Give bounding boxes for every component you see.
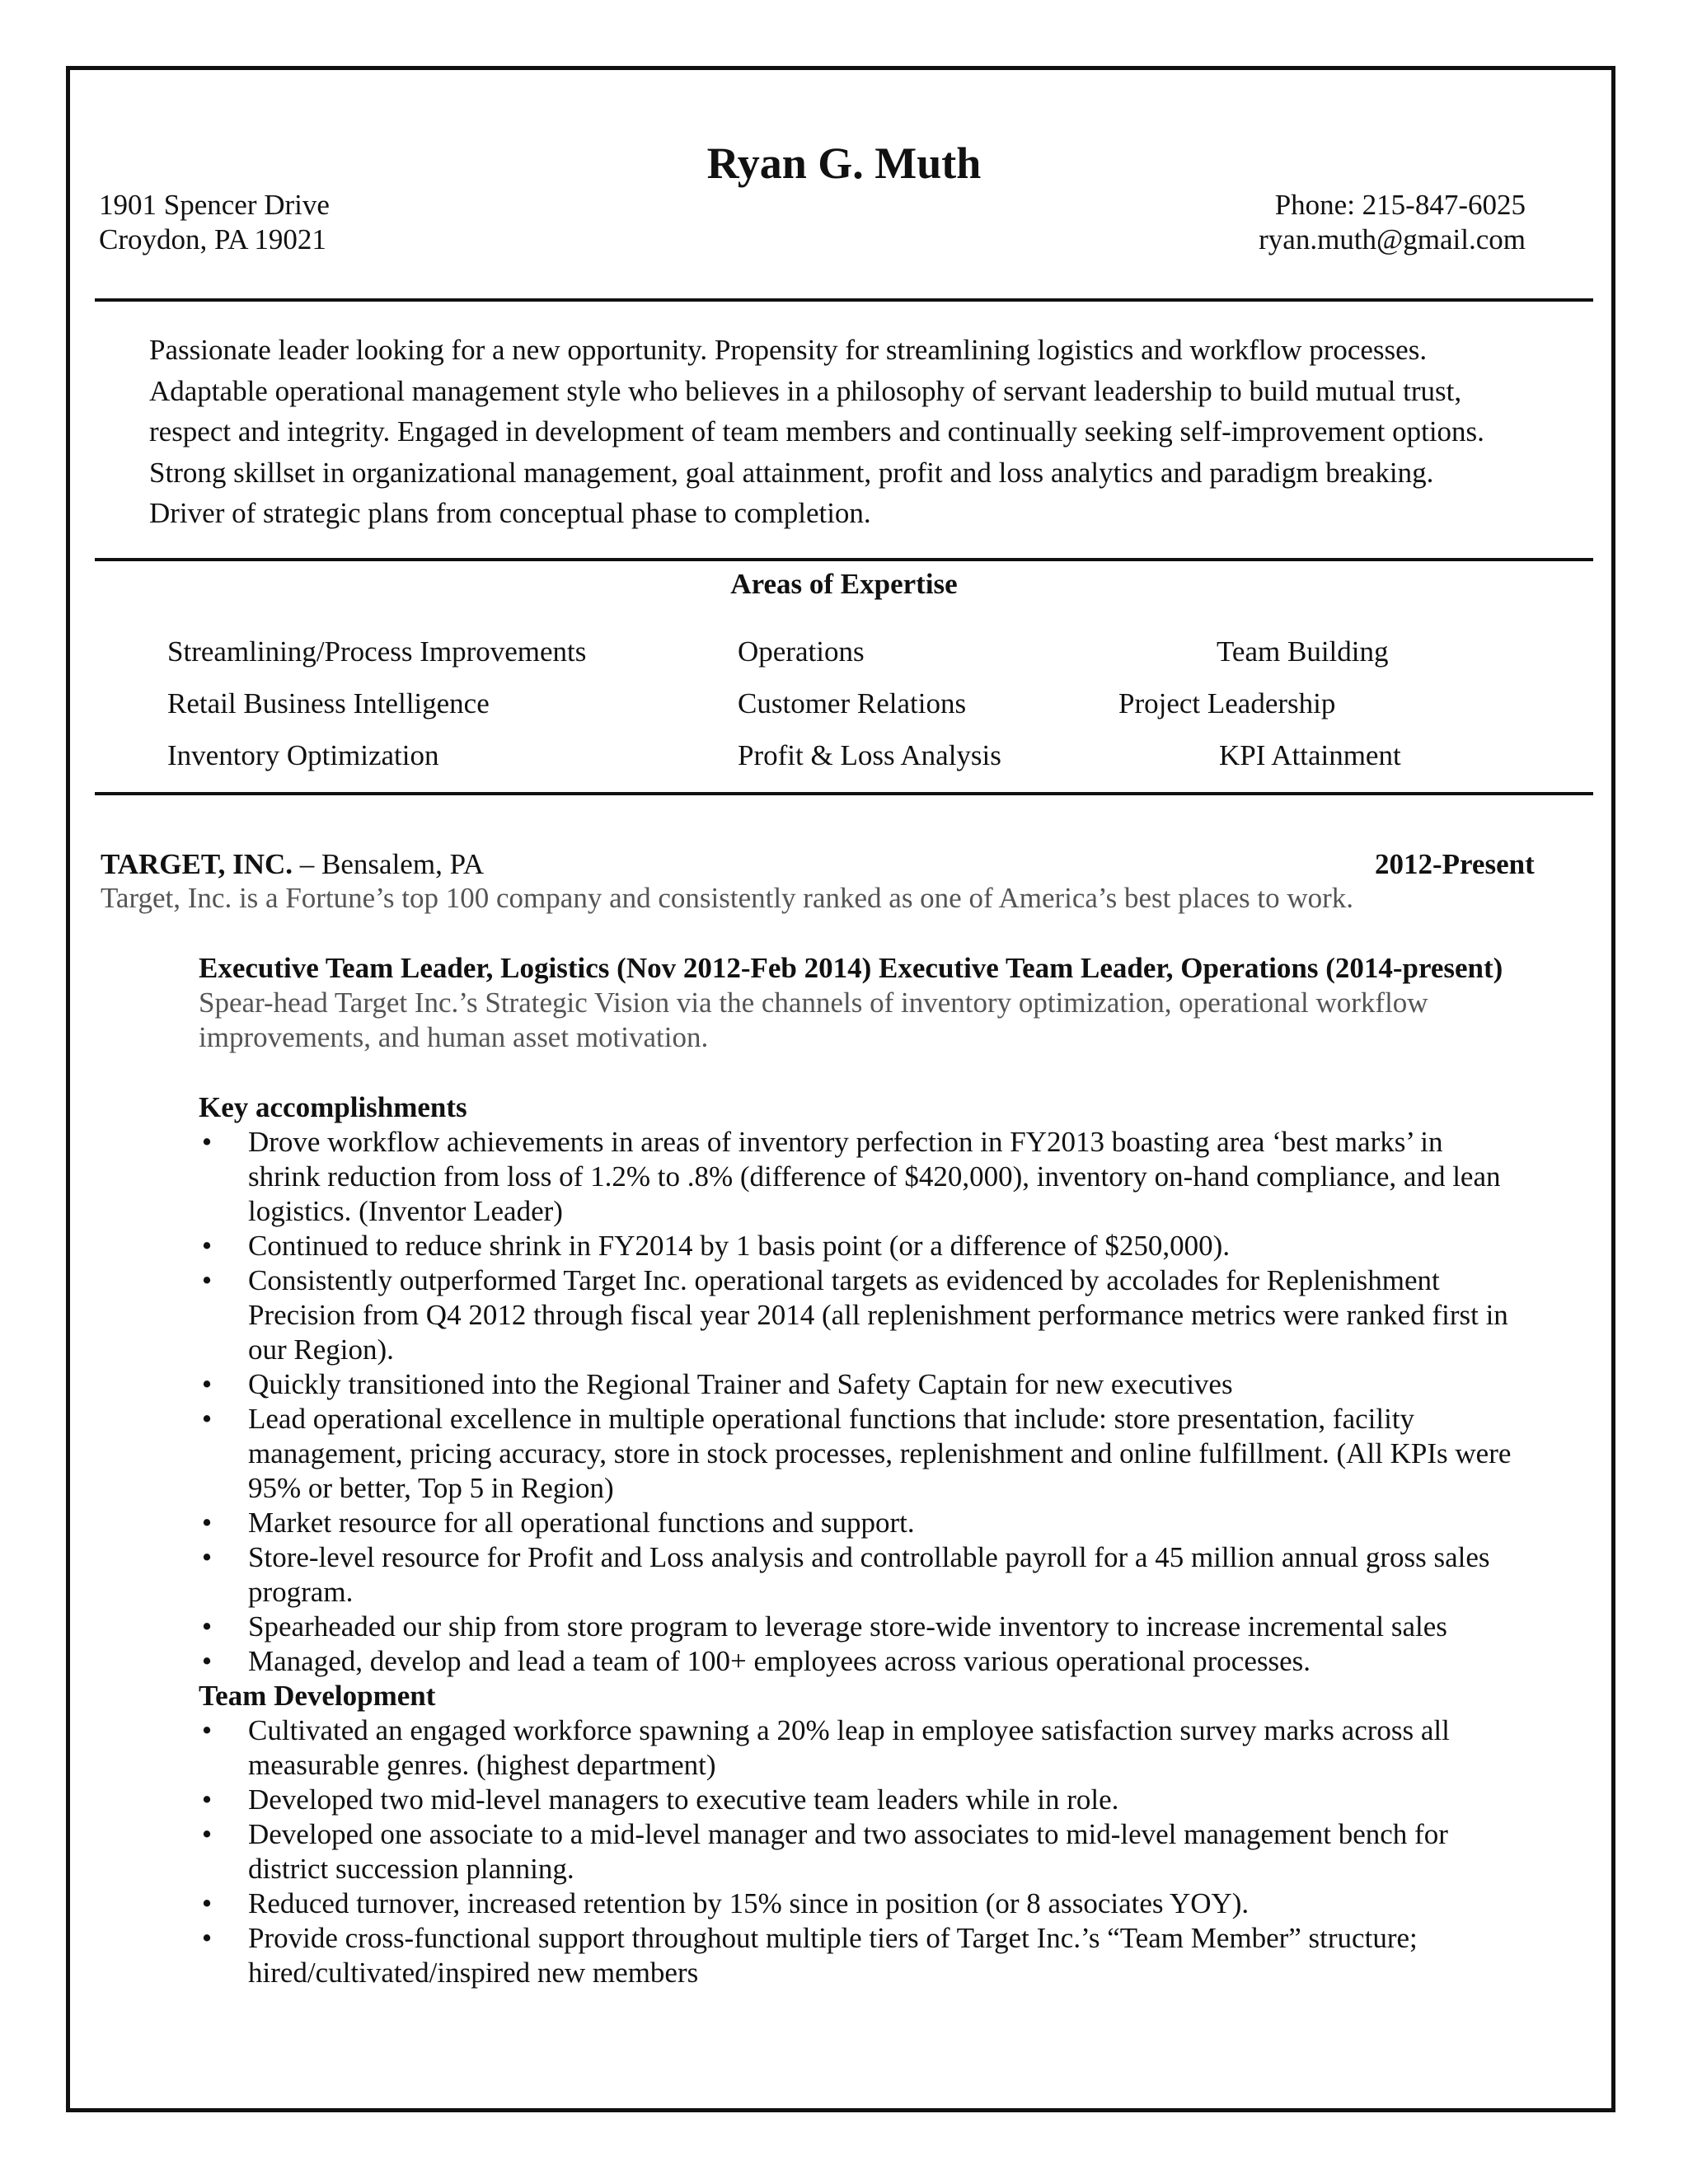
bullet-icon: • (201, 1403, 213, 1435)
candidate-name: Ryan G. Muth (706, 138, 982, 188)
bullet-text-line: Store-level resource for Profit and Loss analysis and controllable payroll for a 45 million annual gross sales (248, 1541, 1490, 1573)
bullet-text-line: Continued to reduce shrink in FY2014 by 1 basis point (or a difference of $250,000). (248, 1230, 1231, 1262)
bullet-icon: • (201, 1368, 213, 1400)
address-line-1: 1901 Spencer Drive (99, 189, 330, 221)
bullet-text-line: Quickly transitioned into the Regional Trainer and Safety Captain for new executives (248, 1368, 1233, 1400)
job-heading (101, 847, 484, 882)
expertise-item: Streamlining/Process Improvements (167, 635, 587, 668)
expertise-item: Customer Relations (738, 687, 967, 719)
bullet-icon: • (201, 1264, 213, 1296)
bullet-icon: • (201, 1541, 213, 1573)
contact-block (1259, 188, 1526, 257)
expertise-title: Areas of Expertise (730, 568, 958, 600)
role-title: Executive Team Leader, Logistics (Nov 2012-Feb 2014) Executive Team Leader, Operations (2014-present) (199, 952, 1503, 984)
bullet-text-line: Provide cross-functional support throughout multiple tiers of Target Inc.’s “Team Member” structure; (248, 1922, 1418, 1954)
company-description: Target, Inc. is a Fortune’s top 100 company and consistently ranked as one of America’s best places to work. (101, 882, 1354, 914)
bullet-icon: • (201, 1714, 213, 1746)
summary-line: Driver of strategic plans from conceptual phase to completion. (149, 497, 871, 529)
bullet-text-line: Drove workflow achievements in areas of inventory perfection in FY2013 boasting area ‘best marks’ in (248, 1126, 1443, 1158)
bullet-item (199, 1886, 1600, 1921)
summary-line: Adaptable operational management style who believes in a philosophy of servant leadership to build mutual trust, (149, 374, 1462, 407)
bullet-item (199, 1713, 1600, 1783)
bullet-text-line: shrink reduction from loss of 1.2% to .8% (difference of $420,000), inventory on-hand compliance, and lean (248, 1160, 1501, 1193)
bullet-text-line: our Region). (248, 1333, 394, 1366)
phone-number: Phone: 215-847-6025 (1274, 189, 1526, 221)
bullet-item (199, 1506, 1600, 1540)
bullet-item (199, 1229, 1600, 1263)
summary-line: respect and integrity. Engaged in development of team members and continually seeking self-improvement options. (149, 415, 1484, 448)
address-block (99, 188, 330, 257)
bullet-text-line: hired/cultivated/inspired new members (248, 1957, 699, 1989)
bullet-text-line: Reduced turnover, increased retention by 15% since in position (or 8 associates YOY). (248, 1887, 1250, 1919)
expertise-item: Profit & Loss Analysis (738, 739, 1001, 771)
summary-line: Passionate leader looking for a new opportunity. Propensity for streamlining logistics and workflow processes. (149, 334, 1428, 366)
team-development-list (199, 1713, 1600, 1990)
bullet-item (199, 1644, 1600, 1679)
accomplishments-title: Key accomplishments (199, 1091, 467, 1123)
job-dates: 2012-Present (1375, 848, 1535, 880)
bullet-icon: • (201, 1818, 213, 1850)
expertise-item: Operations (738, 635, 865, 668)
accomplishments-list (199, 1125, 1600, 1679)
expertise-item: Retail Business Intelligence (167, 687, 490, 719)
bullet-item (199, 1921, 1600, 1990)
bullet-text-line: Developed one associate to a mid-level manager and two associates to mid-level management bench for (248, 1818, 1448, 1850)
bullet-icon: • (201, 1126, 213, 1158)
bullet-text-line: 95% or better, Top 5 in Region) (248, 1472, 614, 1504)
role-description-line: Spear-head Target Inc.’s Strategic Vision via the channels of inventory optimization, operational workflow (199, 987, 1428, 1019)
bullet-icon: • (201, 1922, 213, 1954)
role-section (199, 951, 1600, 1055)
bullet-item (199, 1125, 1600, 1229)
expertise-item: KPI Attainment (1219, 739, 1401, 771)
bullet-text-line: Developed two mid-level managers to executive team leaders while in role. (248, 1783, 1119, 1816)
bullet-text-line: measurable genres. (highest department) (248, 1749, 716, 1781)
bullet-text-line: management, pricing accuracy, store in stock processes, replenishment and online fulfillment. (All KPIs were (248, 1437, 1512, 1469)
accomplishments-section (199, 1090, 1600, 1990)
bullet-text-line: district succession planning. (248, 1853, 574, 1885)
bullet-item (199, 1817, 1600, 1886)
professional-summary (149, 330, 1567, 534)
company-location: – Bensalem, PA (293, 848, 485, 880)
address-line-2: Croydon, PA 19021 (99, 223, 326, 255)
bullet-text-line: Lead operational excellence in multiple operational functions that include: store presentation, facility (248, 1403, 1415, 1435)
role-description-line: improvements, and human asset motivation. (199, 1021, 709, 1053)
bullet-text-line: Consistently outperformed Target Inc. operational targets as evidenced by accolades for Replenishment (248, 1264, 1440, 1296)
bullet-item (199, 1402, 1600, 1506)
bullet-icon: • (201, 1230, 213, 1262)
expertise-item: Project Leadership (1118, 687, 1336, 719)
bullet-text-line: Market resource for all operational functions and support. (248, 1507, 915, 1539)
team-development-title: Team Development (199, 1680, 436, 1712)
bullet-icon: • (201, 1783, 213, 1816)
bullet-item (199, 1367, 1600, 1402)
divider-header (95, 298, 1593, 302)
bullet-text-line: Spearheaded our ship from store program to leverage store-wide inventory to increase incremental sales (248, 1610, 1447, 1643)
bullet-icon: • (201, 1507, 213, 1539)
divider-expertise (95, 792, 1593, 795)
bullet-text-line: Precision from Q4 2012 through fiscal year 2014 (all replenishment performance metrics were ranked first in (248, 1299, 1508, 1331)
divider-summary (95, 558, 1593, 561)
summary-line: Strong skillset in organizational management, goal attainment, profit and loss analytics and paradigm breaking. (149, 456, 1434, 489)
bullet-icon: • (201, 1645, 213, 1677)
bullet-item (199, 1783, 1600, 1817)
bullet-icon: • (201, 1610, 213, 1643)
bullet-icon: • (201, 1887, 213, 1919)
bullet-text-line: Managed, develop and lead a team of 100+ employees across various operational processes. (248, 1645, 1311, 1677)
bullet-item (199, 1263, 1600, 1367)
expertise-item: Team Building (1217, 635, 1389, 668)
bullet-item (199, 1540, 1600, 1610)
bullet-item (199, 1610, 1600, 1644)
bullet-text-line: Cultivated an engaged workforce spawning a 20% leap in employee satisfaction survey marks across all (248, 1714, 1450, 1746)
expertise-item: Inventory Optimization (167, 739, 439, 771)
company-name: TARGET, INC. (101, 848, 293, 880)
bullet-text-line: logistics. (Inventor Leader) (248, 1195, 563, 1227)
bullet-text-line: program. (248, 1576, 354, 1608)
email-address: ryan.muth@gmail.com (1259, 223, 1526, 255)
